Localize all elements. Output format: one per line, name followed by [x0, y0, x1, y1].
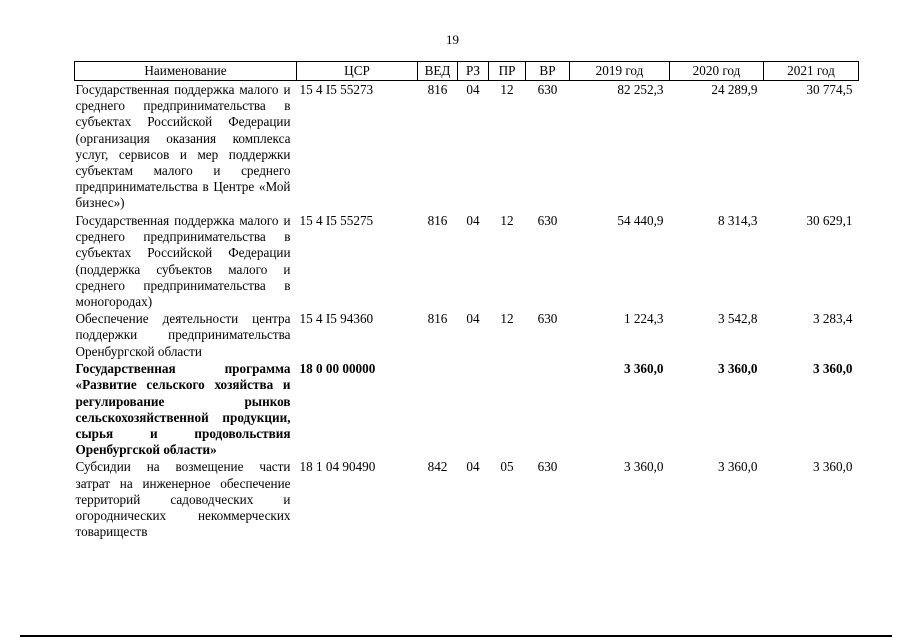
header-2020: 2020 год — [670, 62, 764, 81]
row-pr: 05 — [500, 459, 514, 475]
row-vr: 630 — [537, 459, 558, 475]
row-csr: 18 1 04 90490 — [299, 459, 376, 475]
row-2021: 30 629,1 — [806, 213, 853, 228]
row-rz: 04 — [466, 213, 480, 228]
row-pr: 12 — [500, 311, 514, 327]
row-2020: 24 289,9 — [711, 82, 758, 97]
row-csr: 15 4 I5 94360 — [299, 311, 374, 327]
header-2021: 2021 год — [764, 62, 859, 81]
row-2019: 54 440,9 — [617, 213, 664, 228]
row-ved: 816 — [427, 82, 448, 97]
row-pr: 12 — [500, 82, 514, 97]
row-2021: 3 360,0 — [812, 361, 853, 377]
row-2020: 8 314,3 — [717, 213, 758, 228]
row-ved — [418, 360, 458, 458]
header-2019: 2019 год — [570, 62, 670, 81]
row-vr — [526, 360, 570, 458]
row-2020: 3 360,0 — [717, 361, 758, 377]
row-rz: 04 — [466, 82, 480, 97]
row-2021: 3 283,4 — [812, 311, 853, 327]
row-ved: 816 — [427, 311, 448, 327]
row-csr: 15 4 I5 55273 — [299, 82, 374, 97]
row-2019: 82 252,3 — [617, 82, 664, 97]
header-ved: ВЕД — [418, 62, 458, 81]
budget-table — [74, 61, 859, 540]
table-row — [75, 458, 859, 540]
header-name: Наименование — [75, 62, 297, 81]
table-row — [75, 360, 859, 458]
row-rz: 04 — [466, 459, 480, 475]
row-2019: 1 224,3 — [623, 311, 664, 327]
row-name: Государственная программа «Развитие сельского хозяйства и регулирование рынков сельскохозяйственной продукции, сырья и продовольствия Оренбургской области» — [75, 361, 291, 458]
row-2021: 30 774,5 — [806, 82, 853, 97]
row-rz: 04 — [466, 311, 480, 327]
row-pr — [489, 360, 526, 458]
row-vr: 630 — [537, 311, 558, 327]
table-row — [75, 81, 859, 213]
page-bottom-divider — [20, 635, 892, 637]
header-csr: ЦСР — [297, 62, 418, 81]
row-vr: 630 — [537, 82, 558, 97]
header-vr: ВР — [526, 62, 570, 81]
row-name: Государственная поддержка малого и среднего предпринимательства в субъектах Российской Федерации (поддержка субъектов малого и среднего предпринимательства в моногородах) — [75, 213, 291, 310]
table-header-row — [75, 62, 859, 81]
row-csr: 18 0 00 00000 — [299, 361, 376, 377]
page-number: 19 — [446, 32, 459, 47]
row-2019: 3 360,0 — [623, 459, 664, 475]
row-name: Государственная поддержка малого и среднего предпринимательства в субъектах Российской Федерации (организация оказания комплекса услуг, сервисов и мер поддержки субъектам малого и среднего предпринимательства в Центре «Мой бизнес») — [75, 82, 291, 211]
row-2019: 3 360,0 — [623, 361, 664, 377]
header-rz: РЗ — [458, 62, 489, 81]
row-2021: 3 360,0 — [812, 459, 853, 475]
header-pr: ПР — [489, 62, 526, 81]
row-pr: 12 — [500, 213, 514, 228]
table-row — [75, 310, 859, 360]
row-ved: 816 — [427, 213, 448, 228]
row-2020: 3 360,0 — [717, 459, 758, 475]
row-csr: 15 4 I5 55275 — [299, 213, 374, 228]
row-rz — [458, 360, 489, 458]
row-vr: 630 — [537, 213, 558, 228]
row-2020: 3 542,8 — [717, 311, 758, 327]
row-name: Субсидии на возмещение части затрат на инженерное обеспечение территорий садоводческих и огороднических некоммерческих товариществ — [75, 459, 291, 540]
row-ved: 842 — [427, 459, 448, 475]
row-name: Обеспечение деятельности центра поддержки предпринимательства Оренбургской области — [75, 311, 291, 359]
table-row — [75, 212, 859, 310]
